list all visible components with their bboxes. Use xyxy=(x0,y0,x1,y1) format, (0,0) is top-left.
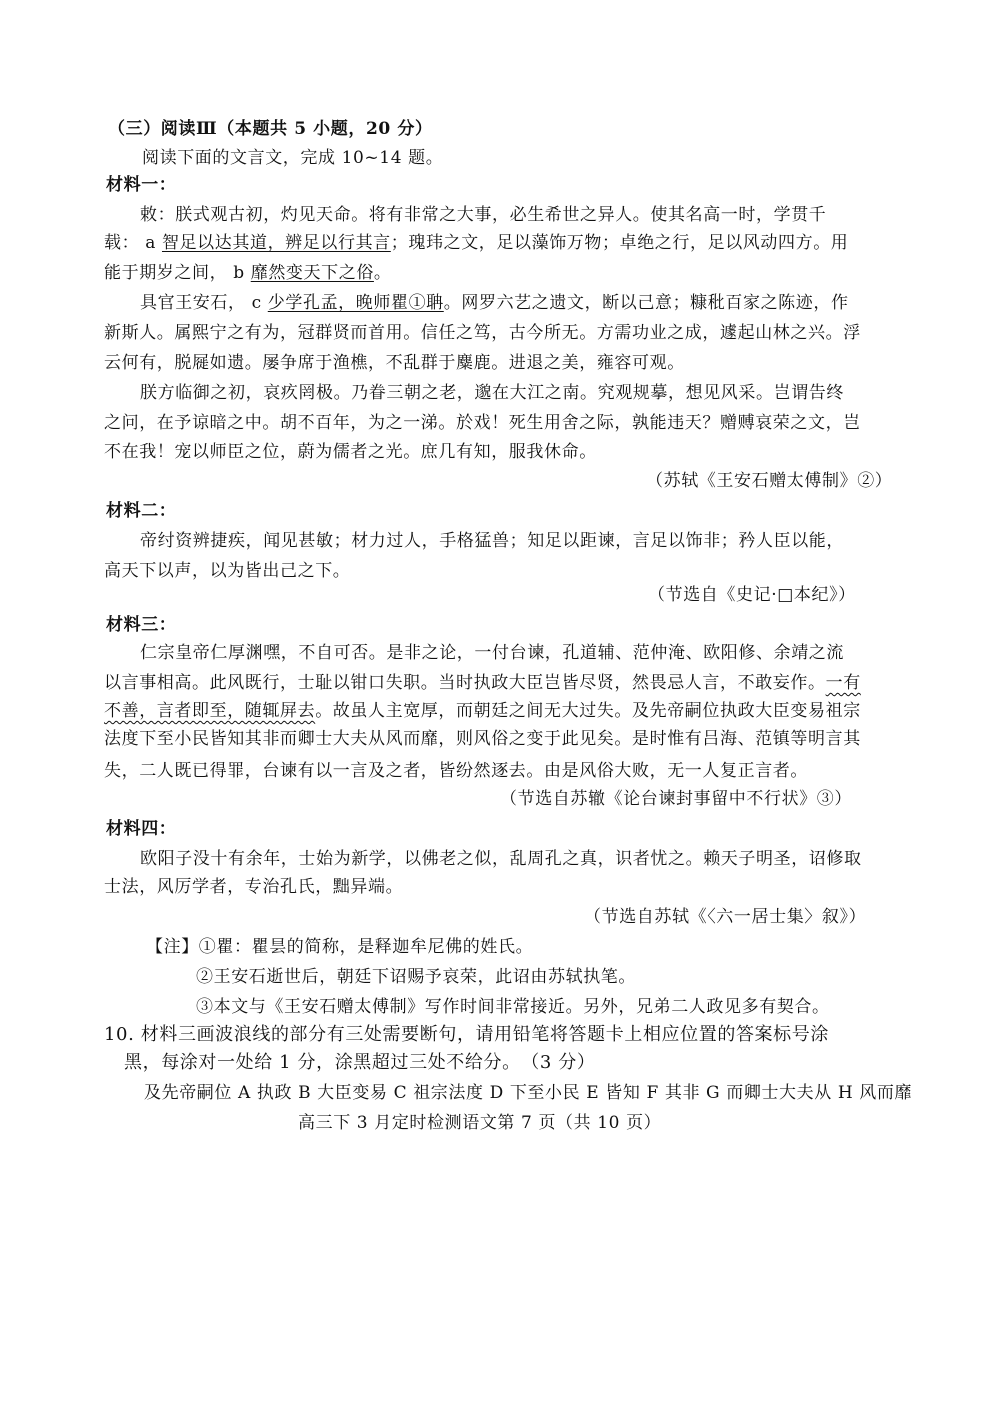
section-heading: （三）阅读Ⅲ（本题共 5 小题，20 分） xyxy=(108,119,433,139)
material-4-label: 材料四： xyxy=(106,819,177,839)
m3-line-4: 法度下至小民皆知其非而卿士大夫从风而靡，则风俗之变于此见矣。是时惟有吕海、范镇等明言其 xyxy=(104,729,861,749)
m1-l4-text-b: 。网罗六艺之遗文，断以己意；糠秕百家之陈迹，作 xyxy=(443,293,849,313)
underlined-sentence-c: 少学孔孟，晚师瞿①聃 xyxy=(267,293,444,313)
m1-l2-text-b: ；瑰玮之文，足以藻饰万物；卓绝之行，足以风动四方。用 xyxy=(390,233,849,253)
m4-line-2: 士法，风厉学者，专治孔氏，黜异端。 xyxy=(104,877,404,897)
note-3: ③本文与《王安石赠太傅制》写作时间非常接近。另外，兄弟二人政见多有契合。 xyxy=(196,997,830,1017)
m3-line-3 xyxy=(104,700,861,722)
note-1: 【注】①瞿：瞿昙的简称，是释迦牟尼佛的姓氏。 xyxy=(146,937,534,957)
m3-l2-text-a: 以言事相高。此风既行，士耻以钳口失职。当时执政大臣岂皆尽贤，然畏忌人言，不敢妄作。 xyxy=(104,673,826,693)
sentence-mark-b: b xyxy=(233,263,245,283)
m3-line-1: 仁宗皇帝仁厚渊嘿，不自可否。是非之论，一付台谏，孔道辅、范仲淹、欧阳修、余靖之流 xyxy=(140,643,844,663)
note-2: ②王安石逝世后，朝廷下诏赐予哀荣，此诏由苏轼执笔。 xyxy=(196,967,636,987)
m4-line-1: 欧阳子没十有余年，士始为新学，以佛老之似，乱周孔之真，识者忧之。赖天子明圣，诏修取 xyxy=(140,849,862,869)
material-1-label: 材料一： xyxy=(106,175,177,195)
m2-line-1: 帝纣资辨捷疾，闻见甚敏；材力过人，手格猛兽；知足以距谏，言足以饰非；矜人臣以能， xyxy=(140,531,844,551)
wavy-underline-start: 一有 xyxy=(825,673,861,693)
material-2-label: 材料二： xyxy=(106,501,177,521)
m1-line-5: 新斯人。属熙宁之有为，冠群贤而首用。信任之笃，古今所无。方需功业之成，遽起山林之兴。浮 xyxy=(104,323,861,343)
m1-line-7: 朕方临御之初，哀疚罔极。乃眷三朝之老，邈在大江之南。究观规摹，想见风采。岂谓告终 xyxy=(140,383,844,403)
m3-source: （节选自苏辙《论台谏封事留中不行状》③） xyxy=(500,789,852,809)
question-10-line-2: 黑，每涂对一处给 1 分，涂黑超过三处不给分。 （3 分） xyxy=(124,1052,596,1073)
m1-line-6: 云何有，脱屣如遗。屡争席于渔樵，不乱群于麋鹿。进退之美，雍容可观。 xyxy=(104,353,685,373)
wavy-underline-end: 不善，言者即至，随辄屏去 xyxy=(104,701,316,721)
m4-source: （节选自苏轼《〈六一居士集〉叙》） xyxy=(584,907,867,927)
m1-line-2 xyxy=(104,232,848,254)
m1-line-9: 不在我！宠以师臣之位，蔚为儒者之光。庶几有知，服我休命。 xyxy=(104,442,597,462)
m3-line-5: 失，二人既已得罪，台谏有以一言及之者，皆纷然逐去。由是风俗大败，无一人复正言者。 xyxy=(104,761,808,781)
m1-l4-text-a: 具官王安石， xyxy=(140,293,246,313)
underlined-sentence-a: 智足以达其道，辨足以行其言 xyxy=(161,233,391,253)
m1-line-3 xyxy=(104,262,392,284)
material-3-label: 材料三： xyxy=(106,615,177,635)
m3-l3-text-b: 。故虽人主宽厚，而朝廷之间无大过失。及先帝嗣位执政大臣变易祖宗 xyxy=(315,701,861,721)
instruction: 阅读下面的文言文，完成 10~14 题。 xyxy=(142,148,444,168)
sentence-mark-a: a xyxy=(145,233,156,253)
m1-line-8: 之问，在予谅暗之中。胡不百年，为之一涕。於戏！死生用舍之际，孰能违天？赠赙哀荣之文，岂 xyxy=(104,413,861,433)
m1-l2-text-a: 载： xyxy=(104,233,140,253)
question-10-options: 及先帝嗣位 A 执政 B 大臣变易 C 祖宗法度 D 下至小民 E 皆知 F 其非 G 而卿士大夫从 H 风而靡 xyxy=(144,1083,913,1103)
m1-source: （苏轼《王安石赠太傅制》②） xyxy=(646,471,893,491)
m2-source: （节选自《史记·□本纪》） xyxy=(648,585,856,605)
page-footer: 高三下 3 月定时检测语文第 7 页（共 10 页） xyxy=(298,1113,662,1133)
m1-line-1: 敕：朕式观古初，灼见天命。将有非常之大事，必生希世之异人。使其名高一时，学贯千 xyxy=(140,205,827,225)
underlined-sentence-b: 靡然变天下之俗 xyxy=(250,263,374,283)
m1-l3-text-a: 能于期岁之间， xyxy=(104,263,228,283)
m2-line-2: 高天下以声，以为皆出己之下。 xyxy=(104,561,351,581)
m3-line-2 xyxy=(104,672,861,694)
m1-l3-text-b: 。 xyxy=(373,263,392,283)
m1-line-4 xyxy=(140,292,849,314)
sentence-mark-c: c xyxy=(251,293,262,313)
question-10-line-1: 10. 材料三画波浪线的部分有三处需要断句，请用铅笔将答题卡上相应位置的答案标号涂 xyxy=(104,1024,829,1045)
